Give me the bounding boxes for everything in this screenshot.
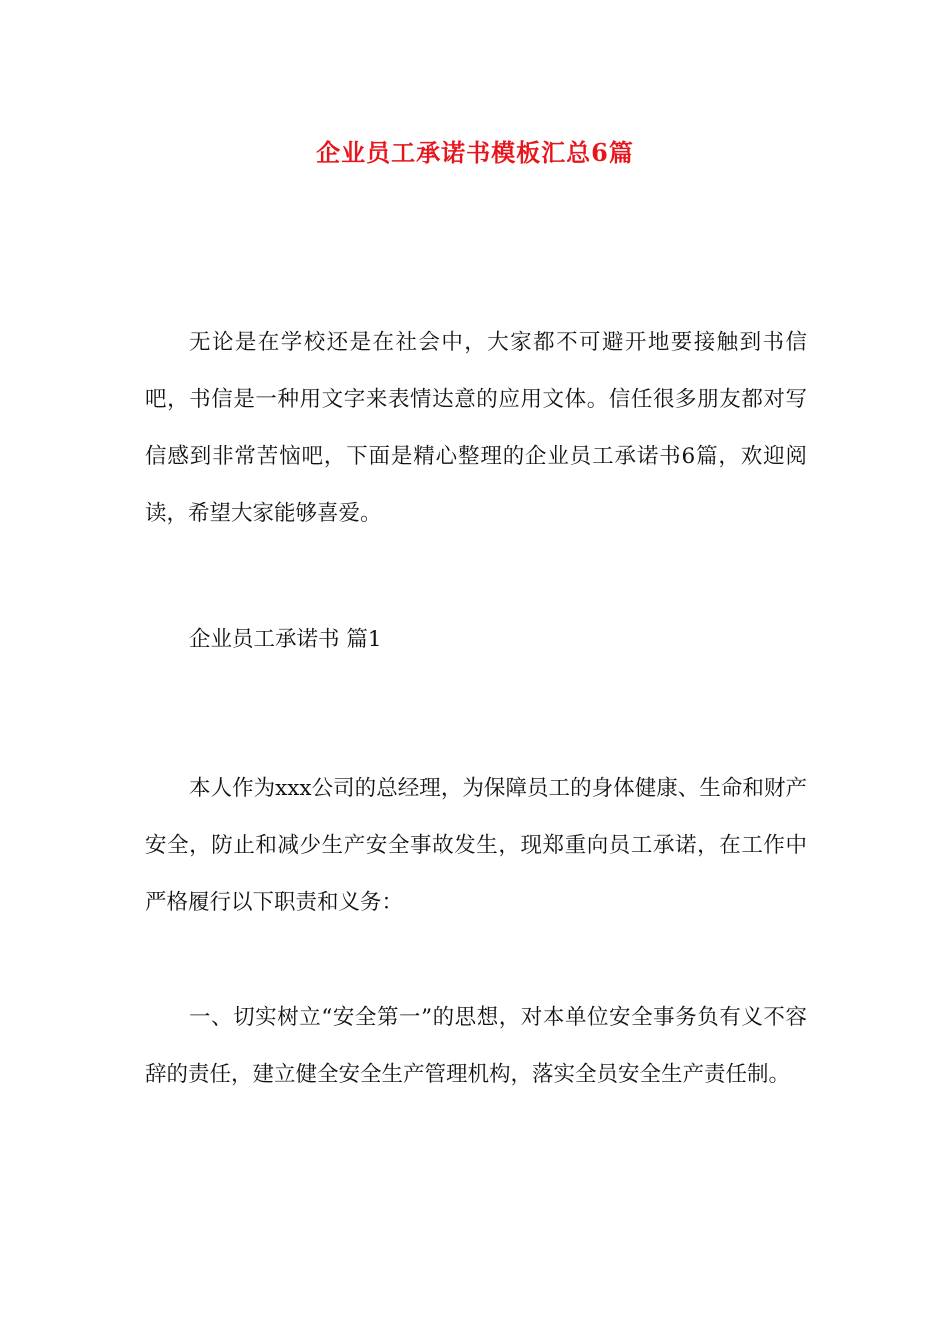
document-title: 企业员工承诺书模板汇总6篇 xyxy=(316,138,634,167)
body-paragraph-1: 本人作为xxx公司的总经理，为保障员工的身体健康、生命和财产安全，防止和减少生产安全事故发生，现郑重向员工承诺，在工作中严格履行以下职责和义务： xyxy=(145,776,807,915)
section-heading: 企业员工承诺书 篇1 xyxy=(189,627,382,652)
body-paragraph-2: 一、切实树立“安全第一”的思想，对本单位安全事务负有义不容辞的责任，建立健全安全生产管理机构，落实全员安全生产责任制。 xyxy=(145,1005,807,1087)
intro-paragraph: 无论是在学校还是在社会中，大家都不可避开地要接触到书信吧，书信是一种用文字来表情达意的应用文体。信任很多朋友都对写信感到非常苦恼吧，下面是精心整理的企业员工承诺书6篇，欢迎阅读，希望大家能够喜爱。 xyxy=(145,330,807,526)
